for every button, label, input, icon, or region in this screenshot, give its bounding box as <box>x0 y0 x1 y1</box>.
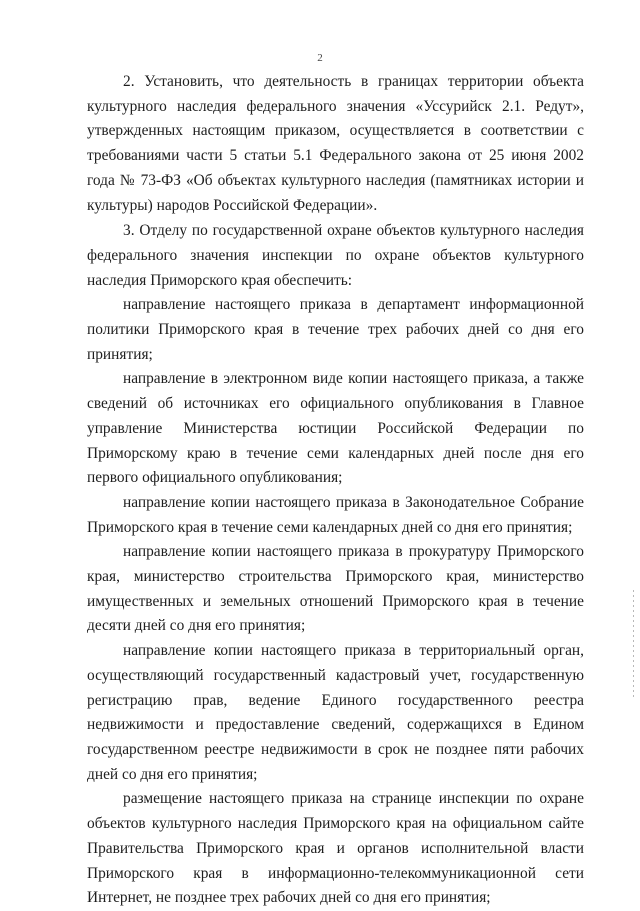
paragraph-item-ministry-justice: направление в электронном виде копии настоящего приказа, а также сведений об источниках его официального опубликования в Главное управление Министерства юстиции Российской Федерации по Приморскому краю в течение семи календарных дней после дня его первого официального опубликования; <box>87 370 584 487</box>
paragraph-clause-3: 3. Отделу по государственной охране объектов культурного наследия федерального значения инспекции по охране объектов культурного наследия Приморского края обеспечить: <box>87 222 584 289</box>
paragraph-item-website: размещение настоящего приказа на странице инспекции по охране объектов культурного наследия Приморского края на официальном сайте Правительства Приморского края и органов исполнительной власти Приморского края в информационно-телекоммуникационной сети Интернет, не позднее трех рабочих дней со дня его принятия; <box>87 790 584 907</box>
page-number: 2 <box>317 52 323 64</box>
paragraph-item-cadastral: направление копии настоящего приказа в территориальный орган, осуществляющий государственный кадастровый учет, государственную регистрацию прав, ведение Единого государственного реестра недвижимости и предоставление сведений, содержащихся в Едином государственном реестре недвижимости в срок не позднее пяти рабочих дней со дня его принятия; <box>87 642 584 783</box>
paragraph-item-prosecutor: направление копии настоящего приказа в прокуратуру Приморского края, министерство строительства Приморского края, министерство имущественных и земельных отношений Приморского края в течение десяти дней со дня его принятия; <box>87 543 584 635</box>
paragraph-item-department: направление настоящего приказа в департамент информационной политики Приморского края в течение трех рабочих дней со дня его принятия; <box>87 296 584 363</box>
paragraph-item-legislative-assembly: направление копии настоящего приказа в Законодательное Собрание Приморского края в течение семи календарных дней со дня его принятия; <box>87 493 584 536</box>
document-body <box>87 70 584 911</box>
paragraph-clause-2: 2. Установить, что деятельность в границах территории объекта культурного наследия федерального значения «Уссурийск 2.1. Редут», утвержденных настоящим приказом, осуществляется в соответствии с требованиями части 5 статьи 5.1 Федерального закона от 25 июня 2002 года № 73-ФЗ «Об объектах культурного наследия (памятниках истории и культуры) народов Российской Федерации». <box>87 73 584 214</box>
scan-edge-mark <box>633 590 634 700</box>
